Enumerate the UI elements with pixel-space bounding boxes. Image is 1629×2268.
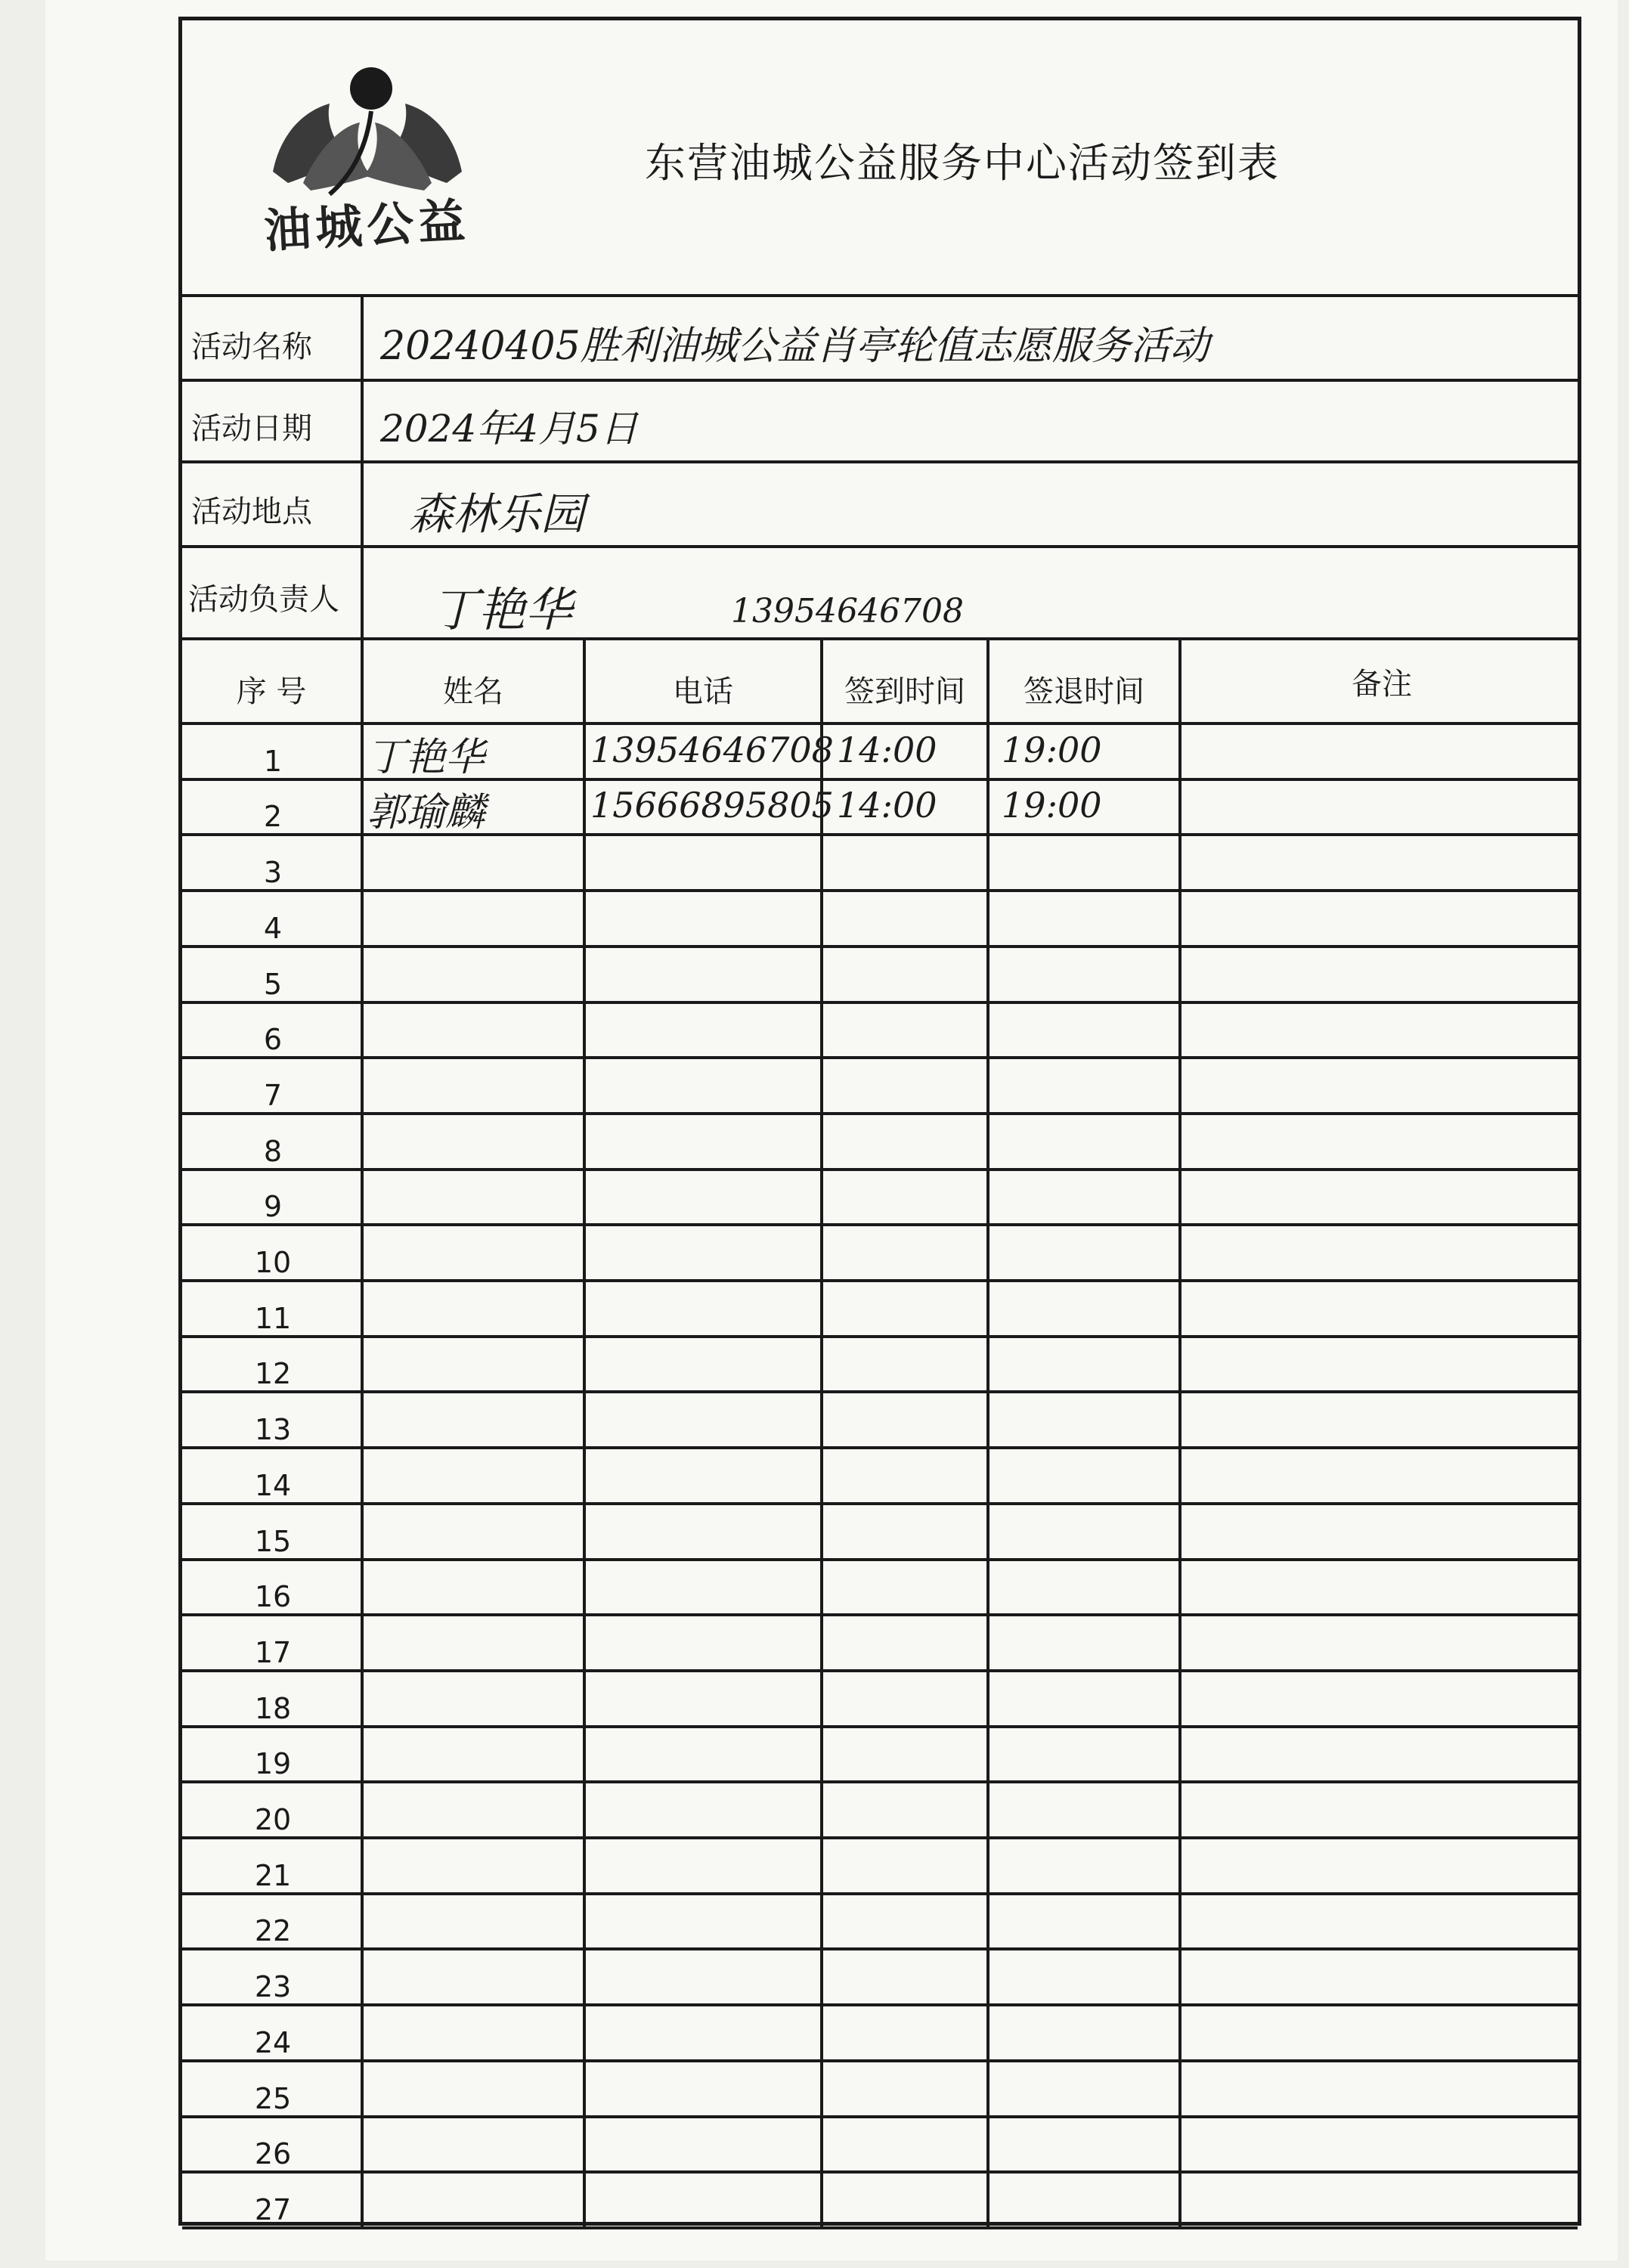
column-header-sign-out-time: 签退时间 (1024, 674, 1144, 709)
sign-in-form (178, 17, 1581, 2226)
activity-date-value: 2024年4月5日 (380, 407, 638, 451)
table-row (182, 1279, 1578, 1335)
row-number: 14 (254, 1468, 292, 1502)
row-number: 1 (263, 744, 283, 778)
table-row (182, 889, 1578, 945)
table-row (182, 1836, 1578, 1892)
divider (182, 2226, 1578, 2229)
page-title: 东营油城公益服务中心活动签到表 (645, 139, 1280, 187)
sign-in-time-cell: 14:00 (837, 785, 937, 826)
table-row (182, 2170, 1578, 2226)
table-row (182, 2115, 1578, 2171)
row-number: 4 (263, 911, 283, 945)
form-header (182, 20, 1578, 294)
table-row (182, 1223, 1578, 1279)
table-row (182, 778, 1578, 834)
row-number: 20 (254, 1803, 292, 1837)
row-number: 7 (263, 1078, 283, 1112)
sign-in-time-cell: 14:00 (837, 729, 937, 770)
sign-in-sheet (45, 0, 1618, 2260)
row-number: 8 (263, 1134, 283, 1168)
row-number: 2 (263, 800, 283, 834)
row-number: 16 (254, 1580, 292, 1614)
row-number: 22 (254, 1914, 292, 1948)
table-row (182, 1558, 1578, 1614)
row-number: 11 (254, 1301, 292, 1335)
row-number: 10 (254, 1246, 292, 1280)
activity-leader-label: 活动负责人 (188, 582, 339, 617)
table-row (182, 1390, 1578, 1446)
activity-name-value: 20240405胜利油城公益肖亭轮值志愿服务活动 (380, 324, 1209, 369)
column-header-remarks: 备注 (1352, 667, 1412, 702)
divider (182, 294, 1578, 297)
row-number: 17 (254, 1635, 292, 1669)
table-row (182, 1056, 1578, 1112)
table-row (182, 1446, 1578, 1502)
table-row (182, 1168, 1578, 1224)
table-row (182, 1502, 1578, 1558)
phone-cell: 13954646708 (590, 729, 834, 770)
row-number: 13 (254, 1413, 292, 1447)
row-number: 23 (254, 1970, 292, 2004)
sign-out-time-cell: 19:00 (1002, 785, 1102, 826)
table-row (182, 1112, 1578, 1168)
column-header-sign-in-time: 签到时间 (844, 674, 965, 709)
row-number: 15 (254, 1524, 292, 1558)
row-number: 26 (254, 2137, 292, 2171)
table-row (182, 2003, 1578, 2059)
activity-date-label: 活动日期 (191, 411, 312, 446)
column-header-name: 姓名 (443, 674, 503, 709)
row-number: 24 (254, 2025, 292, 2059)
table-row (182, 833, 1578, 889)
row-number: 12 (254, 1357, 292, 1391)
sign-out-time-cell: 19:00 (1002, 729, 1102, 770)
table-row (182, 2059, 1578, 2115)
row-number: 21 (254, 1858, 292, 1892)
divider (182, 637, 1578, 640)
table-row (182, 1947, 1578, 2003)
table-row (182, 1892, 1578, 1948)
activity-place-value: 森林乐园 (409, 488, 585, 540)
row-number: 9 (263, 1190, 283, 1224)
row-number: 6 (263, 1023, 283, 1057)
divider (182, 545, 1578, 548)
name-cell: 郭瑜麟 (367, 790, 485, 836)
table-row (182, 1001, 1578, 1057)
table-row (182, 1613, 1578, 1669)
table-row (182, 1335, 1578, 1391)
table-row (182, 945, 1578, 1001)
row-number: 27 (254, 2192, 292, 2226)
phone-cell: 15666895805 (590, 785, 834, 826)
row-number: 25 (254, 2081, 292, 2115)
divider (182, 460, 1578, 463)
row-number: 3 (263, 856, 283, 890)
divider (182, 379, 1578, 382)
activity-place-label: 活动地点 (191, 494, 312, 529)
column-header-number: 序 号 (236, 674, 307, 709)
table-row (182, 722, 1578, 778)
table-row (182, 1725, 1578, 1781)
table-row (182, 1780, 1578, 1836)
activity-leader-phone: 13954646708 (731, 592, 964, 631)
row-number: 5 (263, 967, 283, 1001)
row-number: 18 (254, 1691, 292, 1725)
column-header-phone: 电话 (673, 674, 733, 709)
activity-leader-value: 丁艳华 (432, 582, 573, 637)
logo-text: 油城公益 (262, 192, 472, 259)
table-row (182, 1669, 1578, 1725)
row-number: 19 (254, 1747, 292, 1781)
name-cell: 丁艳华 (367, 734, 485, 780)
activity-name-label: 活动名称 (191, 330, 312, 364)
